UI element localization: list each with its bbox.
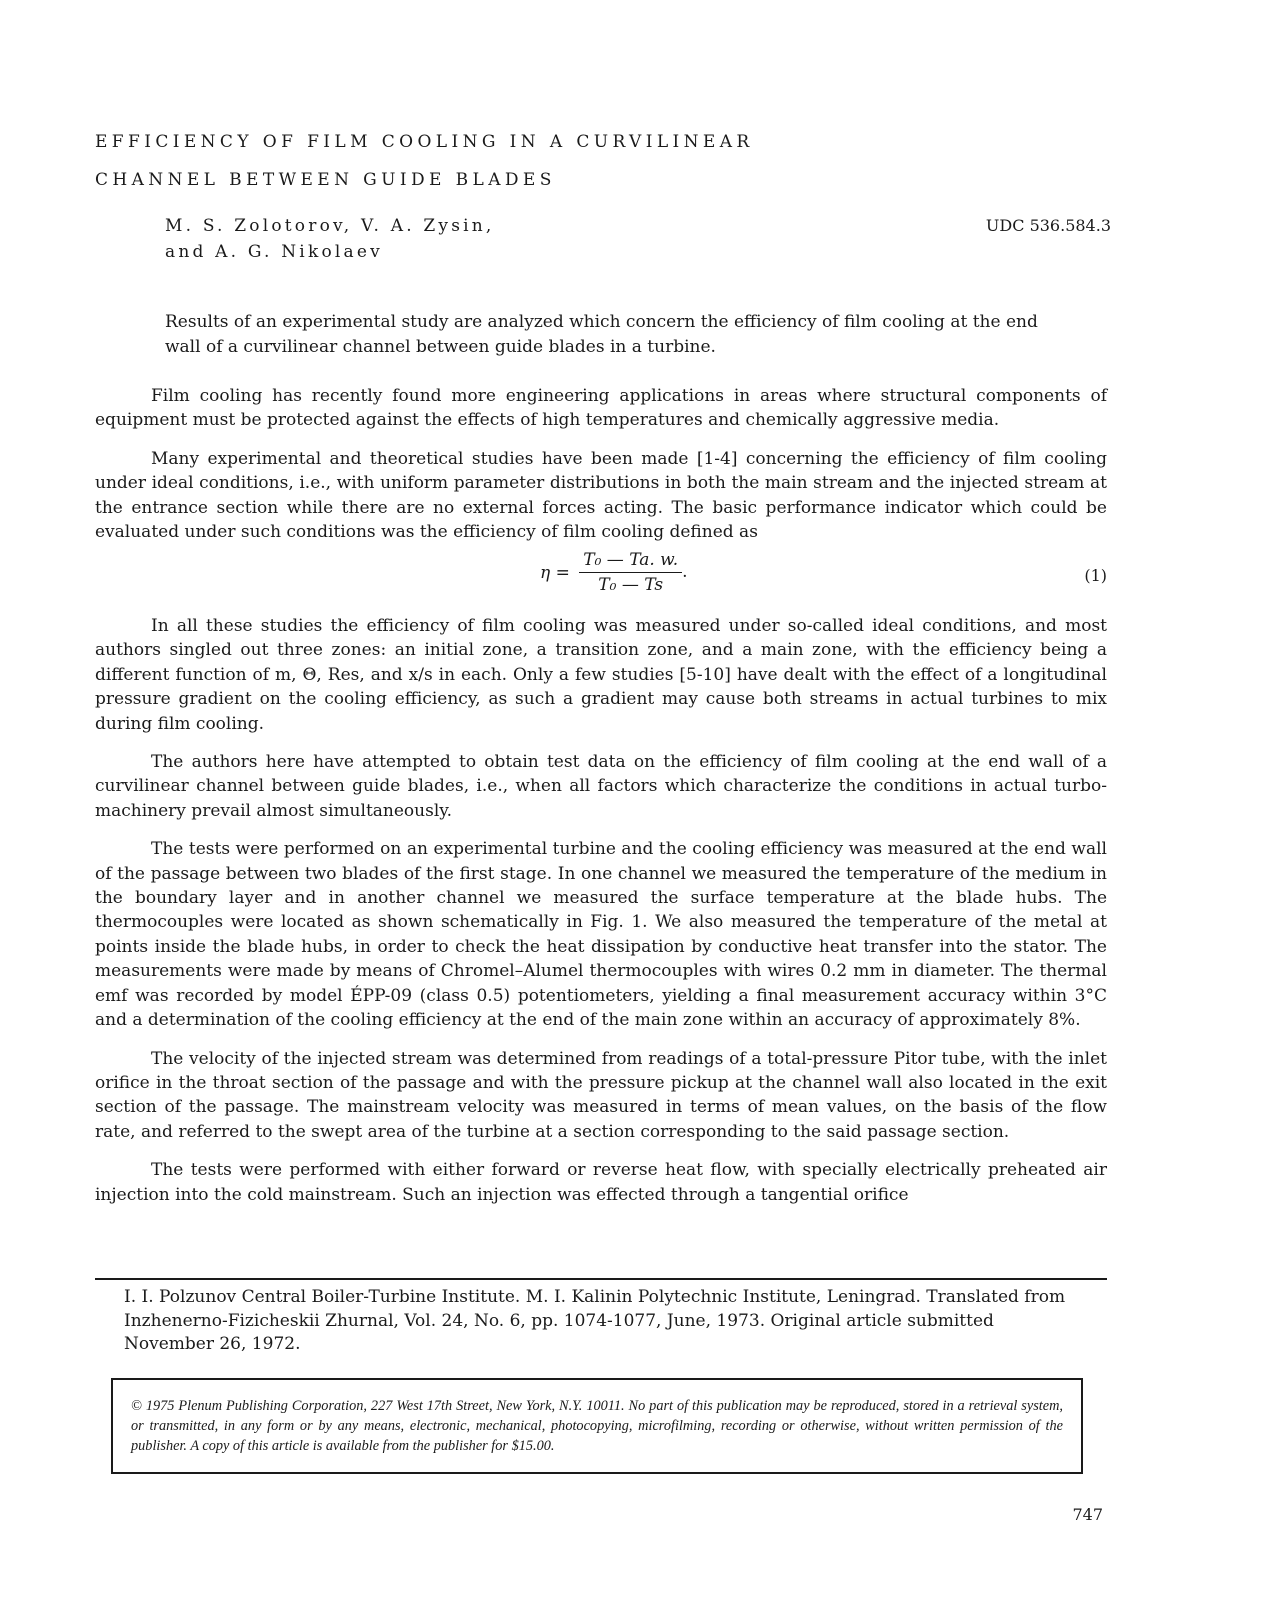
equation-period: . [682, 562, 688, 582]
page-number: 747 [1072, 1505, 1103, 1524]
paragraph-3: In all these studies the efficiency of film cooling was measured under so-called ideal conditions, and most authors singled out three zones: an initial zone, a transition zone, and a main zone, with the efficiency being a different function of m, Θ, Res, and x/s in each. Only a few studies [5-10] have dealt with the effect of a longitudinal pressure gradient on the cooling efficiency, as such a gradient may cause both streams in actual turbines to mix during film cooling. [95, 616, 1107, 734]
abstract: Results of an experimental study are analyzed which concern the efficiency of film cooling at the end wall of a curvilinear channel between guide blades in a turbine. [165, 312, 1038, 357]
title-line-1: EFFICIENCY OF FILM COOLING IN A CURVILINEAR [95, 132, 754, 152]
authors-line-1: M. S. Zolotorov, V. A. Zysin, [165, 216, 495, 236]
authors-line-2: and A. G. Nikolaev [165, 242, 383, 262]
equation-number: (1) [1084, 566, 1107, 585]
equation-fraction [579, 550, 682, 595]
footnote-divider [95, 1278, 1107, 1280]
paragraph-7: The tests were performed with either forward or reverse heat flow, with specially electrically preheated air injection into the cold mainstream. Such an injection was effected through a tangential orifice [95, 1160, 1107, 1205]
paragraph-1: Film cooling has recently found more engineering applications in areas where structural components of equipment must be protected against the effects of high temperatures and chemically aggressive media. [95, 386, 1107, 431]
title-line-2: CHANNEL BETWEEN GUIDE BLADES [95, 170, 556, 190]
paragraph-6: The velocity of the injected stream was determined from readings of a total-pressure Pitor tube, with the inlet orifice in the throat section of the passage and with the pressure pickup at the channel wall also located in the exit section of the passage. The mainstream velocity was measured in terms of mean values, on the basis of the flow rate, and referred to the swept area of the turbine at a section corresponding to the said passage section. [95, 1048, 1107, 1142]
paragraph-2: Many experimental and theoretical studies have been made [1-4] concerning the efficiency of film cooling under ideal conditions, i.e., with uniform parameter distributions in both the main stream and the injected stream at the entrance section while there are no external forces acting. The basic performance indicator which could be evaluated under such conditions was the efficiency of film cooling defined as [95, 448, 1107, 543]
body-main [95, 614, 1107, 1221]
paragraph-4: The authors here have attempted to obtain test data on the efficiency of film cooling at the end wall of a curvilinear channel between guide blades, i.e., when all factors which characterize the conditions in actual turbo-machinery prevail almost simultaneously. [95, 752, 1107, 821]
equation-1 [540, 550, 688, 600]
equation-numerator: T₀ — Ta. w. [579, 550, 682, 573]
copyright-notice: © 1975 Plenum Publishing Corporation, 227 West 17th Street, New York, N.Y. 10011. No part of this publication may be reproduced, stored in a retrieval system, or transmitted, in any form or by any means, electronic, mechanical, photocopying, microfilming, recording or otherwise, without written permission of the publisher. A copy of this article is available from the publisher for $15.00. [131, 1398, 1063, 1454]
equation-denominator: T₀ — Ts [598, 575, 664, 595]
body-top [95, 384, 1107, 558]
footnote: I. I. Polzunov Central Boiler-Turbine Institute. M. I. Kalinin Polytechnic Institute, Leningrad. Translated from Inzhenerno-Fizicheskii Zhurnal, Vol. 24, No. 6, pp. 1074-1077, June, 1973. Original article submitted November 26, 1972. [124, 1287, 1066, 1354]
copyright-box [111, 1378, 1083, 1474]
equation-lhs: η = [540, 562, 570, 583]
udc-code: UDC 536.584.3 [985, 216, 1111, 235]
paragraph-5: The tests were performed on an experimental turbine and the cooling efficiency was measured at the end wall of the passage between two blades of the first stage. In one channel we measured the temperature of the medium in the boundary layer and in another channel we measured the surface temperature at the blade hubs. The thermocouples were located as shown schematically in Fig. 1. We also measured the temperature of the metal at points inside the blade hubs, in order to check the heat dissipation by conductive heat transfer into the stator. The measurements were made by means of Chromel–Alumel thermocouples with wires 0.2 mm in diameter. The thermal emf was recorded by model ÉPP-09 (class 0.5) potentiometers, yielding a final measurement accuracy within 3°C and a determination of the cooling efficiency at the end of the main zone within an accuracy of approximately 8%. [95, 839, 1107, 1031]
